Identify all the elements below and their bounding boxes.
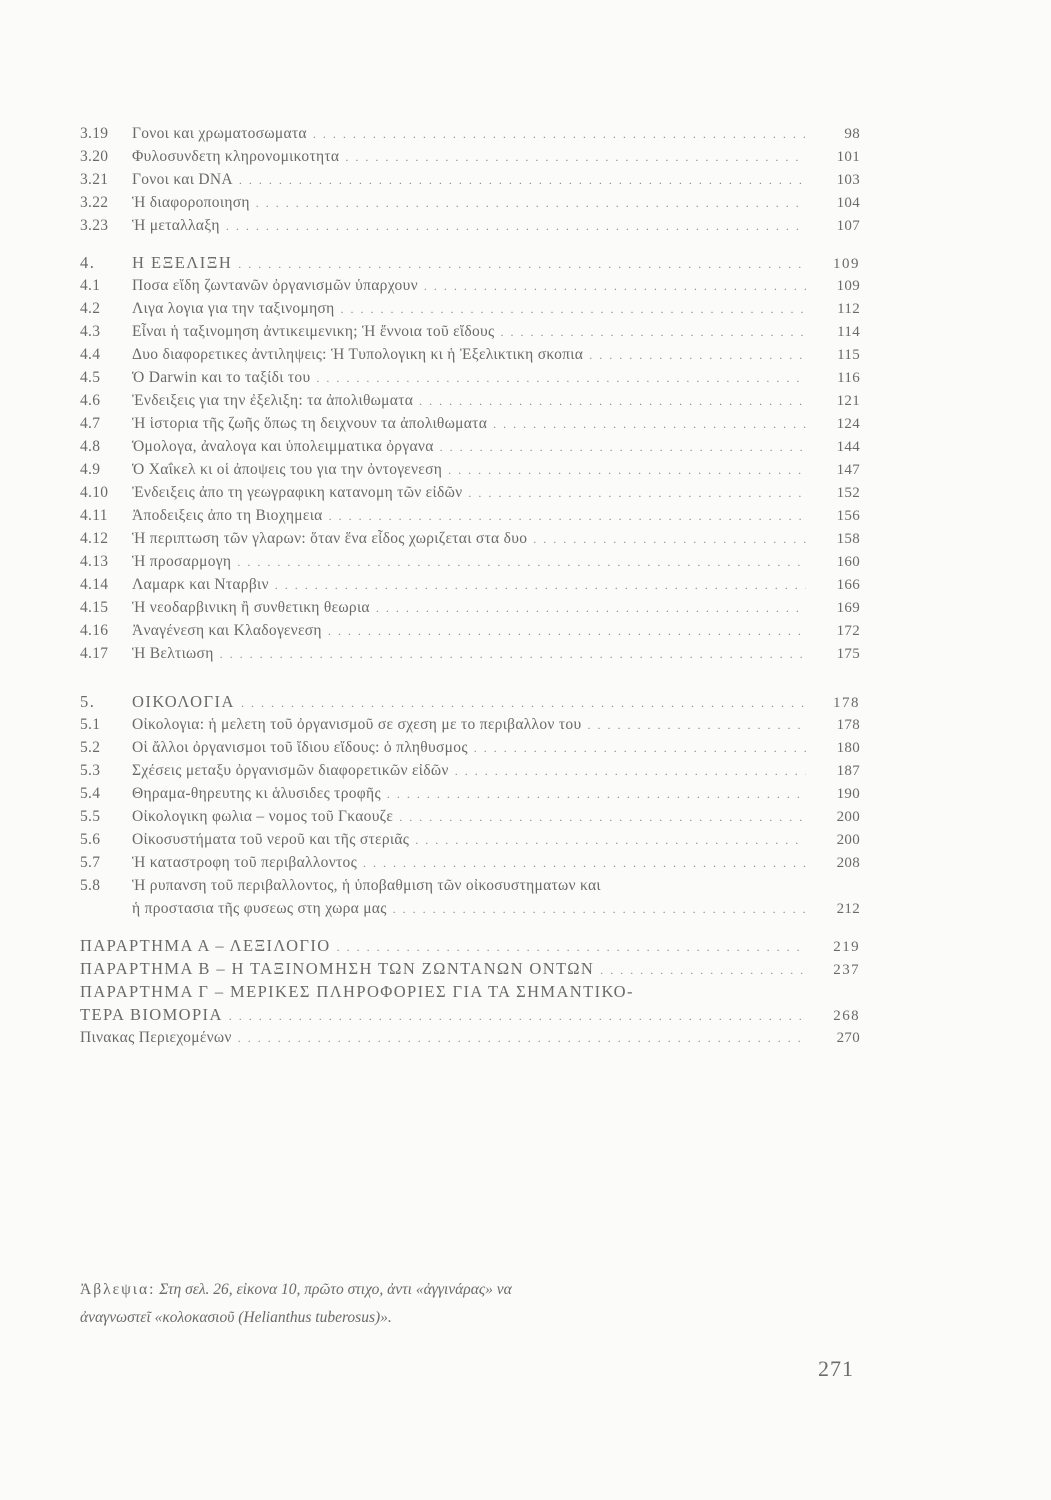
toc-entry <box>80 145 860 168</box>
dot-leader <box>589 344 806 367</box>
dot-leader <box>363 852 806 875</box>
toc-entry-title: ΠΑΡΑΡΤΗΜΑ Γ – ΜΕΡΙΚΕΣ ΠΛΗΡΟΦΟΡΙΕΣ ΓΙΑ ΤΑ ΣΗΜΑΝΤΙΚΟ- <box>80 980 640 1003</box>
toc-entry-number: 4.2 <box>80 300 101 317</box>
toc-entry-page: 237 <box>833 962 860 978</box>
page-number: 271 <box>818 1356 854 1381</box>
toc-entry-number: 4.5 <box>80 369 101 386</box>
toc-entry <box>80 274 860 297</box>
toc-entry-title: Ἡ μεταλλαξη <box>132 214 226 237</box>
toc-entry <box>80 713 860 736</box>
toc-entry-title: ΠΑΡΑΡΤΗΜΑ Α – ΛΕΞΙΛΟΓΙΟ <box>80 934 337 957</box>
dot-leader <box>229 1005 806 1028</box>
toc-entry-title: Ἡ Βελτιωση <box>132 642 220 665</box>
dot-leader <box>256 192 806 215</box>
toc-entry-number: 5.5 <box>80 808 101 825</box>
toc-entry-title: Εἶναι ἡ ταξινομηση ἀντικειμενικη; Ἡ ἔννοια τοῦ εἴδους <box>132 320 500 343</box>
toc-entry-number: 4.17 <box>80 645 109 662</box>
toc-entry <box>80 458 860 481</box>
dot-leader <box>533 528 806 551</box>
appendix-entry <box>80 1003 860 1026</box>
toc-entry <box>80 481 860 504</box>
toc-entry-page: 172 <box>836 623 860 639</box>
toc-entry-title: Ἐνδειξεις για την ἐξελιξη: τα ἀπολιθωματα <box>132 389 419 412</box>
toc-entry-title: Ἡ νεοδαρβινικη ἢ συνθετικη θεωρια <box>132 596 376 619</box>
toc-entry-page: 187 <box>836 763 860 779</box>
toc-entry-title: Ὁ Χαΐκελ κι οἱ ἀποψεις του για την ὀντογενεση <box>132 458 448 481</box>
toc-entry <box>80 320 860 343</box>
toc-entry-page: 178 <box>836 717 860 733</box>
table-of-contents <box>80 122 860 1049</box>
toc-entry-title: ΠΑΡΑΡΤΗΜΑ Β – Η ΤΑΞΙΝΟΜΗΣΗ ΤΩΝ ΖΩΝΤΑΝΩΝ ΟΝΤΩΝ <box>80 957 600 980</box>
toc-entry-title: Ἡ ρυπανση τοῦ περιβαλλοντος, ἡ ὑποβαθμιση τῶν οἰκοσυστηματων και <box>132 874 607 897</box>
toc-entry-number: 5.1 <box>80 716 101 733</box>
toc-entry-page: 175 <box>836 646 860 662</box>
toc-entry-number: 4.10 <box>80 484 109 501</box>
toc-entry-number: 4.9 <box>80 461 101 478</box>
toc-entry-page: 166 <box>836 577 860 593</box>
toc-entry <box>80 874 860 897</box>
toc-entry-page: 156 <box>836 508 860 524</box>
toc-entry-page: 180 <box>836 740 860 756</box>
toc-entry-title: ΤΕΡΑ ΒΙΟΜΟΡΙΑ <box>80 1003 229 1026</box>
toc-entry-number: 5.6 <box>80 831 101 848</box>
toc-entry-title: Ἀποδειξεις ἀπο τη Βιοχημεια <box>132 504 329 527</box>
dot-leader <box>474 737 806 760</box>
toc-entry-page: 152 <box>836 485 860 501</box>
errata-text-line-1: Στη σελ. 26, εἰκονα 10, πρῶτο στιχο, ἀντι «ἀγγινάρας» να <box>155 1281 512 1298</box>
dot-leader <box>220 643 806 666</box>
toc-entry <box>80 168 860 191</box>
dot-leader <box>328 620 806 643</box>
toc-entry <box>80 782 860 805</box>
appendix-entry <box>80 957 860 980</box>
dot-leader <box>237 551 806 574</box>
dot-leader <box>415 829 806 852</box>
toc-entry-title: Γονοι και DNA <box>132 168 239 191</box>
toc-entry-page: 270 <box>836 1030 860 1046</box>
toc-entry <box>80 504 860 527</box>
toc-entry <box>80 343 860 366</box>
toc-entry-title: Λαμαρκ και Νταρβιν <box>132 573 275 596</box>
toc-entry <box>80 297 860 320</box>
toc-entry-title: Ὁμολογα, ἀναλογα και ὑπολειμματικα ὀργανα <box>132 435 440 458</box>
toc-entry-number: 5.7 <box>80 854 101 871</box>
toc-entry <box>80 759 860 782</box>
toc-entry-number: 5.4 <box>80 785 101 802</box>
toc-entry-page: 268 <box>833 1008 860 1024</box>
toc-entry-page: 200 <box>836 832 860 848</box>
toc-entry-number: 3.19 <box>80 125 109 142</box>
toc-entry-number: 4.12 <box>80 530 109 547</box>
toc-entry-number: 4.13 <box>80 553 109 570</box>
toc-entry <box>80 805 860 828</box>
dot-leader <box>376 597 806 620</box>
toc-entry-number: 5.2 <box>80 739 101 756</box>
toc-entry-page: 178 <box>833 695 860 711</box>
toc-entry-number: 3.21 <box>80 171 109 188</box>
toc-entry-page: 104 <box>836 195 860 211</box>
dot-leader <box>239 169 806 192</box>
toc-entry-number: 5. <box>80 692 96 711</box>
toc-entry <box>80 828 860 851</box>
toc-entry <box>80 596 860 619</box>
appendix-entry <box>80 980 860 1003</box>
toc-entry-page: 121 <box>836 393 860 409</box>
toc-entry-number: 4.7 <box>80 415 101 432</box>
dot-leader <box>493 413 806 436</box>
toc-entry-title: Πινακας Περιεχομένων <box>80 1026 238 1049</box>
toc-entry-number: 4.8 <box>80 438 101 455</box>
toc-entry <box>80 435 860 458</box>
toc-entry-title: Ὁ Darwin και το ταξίδι του <box>132 366 316 389</box>
toc-entry-page: 190 <box>836 786 860 802</box>
dot-leader <box>393 898 806 921</box>
toc-entry-title: Ἡ διαφοροποιηση <box>132 191 256 214</box>
dot-leader <box>600 959 806 982</box>
toc-entry-page: 200 <box>836 809 860 825</box>
dot-leader <box>448 459 806 482</box>
toc-entry-title: ΟΙΚΟΛΟΓΙΑ <box>132 690 241 713</box>
toc-entry-page: 116 <box>837 370 860 386</box>
toc-entry-page: 109 <box>833 256 860 272</box>
dot-leader <box>399 806 806 829</box>
toc-entry-number: 4.15 <box>80 599 109 616</box>
toc-entry <box>80 642 860 665</box>
toc-entry-page: 109 <box>836 278 860 294</box>
toc-entry-page: 114 <box>837 324 860 340</box>
toc-entry-number: 4.11 <box>80 507 108 524</box>
dot-leader <box>241 692 806 715</box>
toc-entry-number: 4. <box>80 253 96 272</box>
toc-entry <box>80 191 860 214</box>
toc-entry-page: 98 <box>844 126 860 142</box>
toc-entry-page: 158 <box>836 531 860 547</box>
toc-entry-title: Οἰκοσυστήματα τοῦ νεροῦ και τῆς στεριᾶς <box>132 828 415 851</box>
toc-entry-number: 3.20 <box>80 148 109 165</box>
toc-entry-title: Οἰκολογικη φωλια – νομος τοῦ Γκαουζε <box>132 805 399 828</box>
toc-entry-page: 169 <box>836 600 860 616</box>
errata-text-line-2: ἀναγνωστεῖ «κολοκασιοῦ (Helianthus tuberosus)». <box>80 1309 392 1326</box>
toc-entry-title: Ποσα εἴδη ζωντανῶν ὀργανισμῶν ὑπαρχουν <box>132 274 424 297</box>
dot-leader <box>329 505 806 528</box>
dot-leader <box>419 390 806 413</box>
toc-entry-number: 4.4 <box>80 346 101 363</box>
appendix-entry <box>80 934 860 957</box>
toc-entry <box>80 366 860 389</box>
toc-entry-title: Σχέσεις μεταξυ ὀργανισμῶν διαφορετικῶν εἰδῶν <box>132 759 455 782</box>
dot-leader <box>387 783 806 806</box>
dot-leader <box>341 298 806 321</box>
dot-leader <box>238 253 806 276</box>
toc-entry-title: Ἀναγένεση και Κλαδογενεση <box>132 619 328 642</box>
dot-leader <box>275 574 806 597</box>
dot-leader <box>424 275 806 298</box>
toc-entry-title: Γονοι και χρωματοσωματα <box>132 122 313 145</box>
chapter-heading <box>80 690 860 713</box>
toc-entry <box>80 573 860 596</box>
toc-entry-page: 208 <box>836 855 860 871</box>
toc-entry-page: 147 <box>836 462 860 478</box>
toc-entry <box>80 851 860 874</box>
dot-leader <box>345 146 806 169</box>
toc-entry <box>80 389 860 412</box>
toc-entry <box>80 736 860 759</box>
toc-entry-number: 4.1 <box>80 277 101 294</box>
toc-entry-title: Φυλοσυνδετη κληρονομικοτητα <box>132 145 345 168</box>
toc-entry-page: 103 <box>836 172 860 188</box>
toc-entry-page: 144 <box>836 439 860 455</box>
toc-entry <box>80 214 860 237</box>
toc-entry <box>80 619 860 642</box>
toc-entry-page: 219 <box>833 939 860 955</box>
toc-entry-number: 4.6 <box>80 392 101 409</box>
appendix-entry <box>80 1026 860 1049</box>
toc-entry-title: Η ΕΞΕΛΙΞΗ <box>132 251 238 274</box>
toc-entry <box>80 550 860 573</box>
toc-entry-title: Ἡ ἱστορια τῆς ζωῆς ὅπως τη δειχνουν τα ἀπολιθωματα <box>132 412 493 435</box>
toc-entry-page: 160 <box>836 554 860 570</box>
toc-entry-title: Θηραμα-θηρευτης κι ἁλυσιδες τροφῆς <box>132 782 387 805</box>
toc-entry-page: 112 <box>837 301 860 317</box>
toc-entry <box>80 412 860 435</box>
toc-entry-number: 4.3 <box>80 323 101 340</box>
toc-entry-title: Οἰκολογια: ἡ μελετη τοῦ ὀργανισμοῦ σε σχεση με το περιβαλλον του <box>132 713 587 736</box>
toc-entry <box>80 897 860 920</box>
toc-entry-number: 4.16 <box>80 622 109 639</box>
toc-entry-page: 107 <box>836 218 860 234</box>
toc-entry-title: ἡ προστασια τῆς φυσεως στη χωρα μας <box>132 897 393 920</box>
dot-leader <box>500 321 806 344</box>
toc-entry-title: Λιγα λογια για την ταξινομηση <box>132 297 341 320</box>
toc-entry-page: 115 <box>837 347 860 363</box>
dot-leader <box>238 1027 806 1050</box>
toc-entry-number: 3.23 <box>80 217 109 234</box>
dot-leader <box>316 367 806 390</box>
dot-leader <box>337 936 806 959</box>
dot-leader <box>226 215 806 238</box>
toc-entry-title: Ἡ περιπτωση τῶν γλαρων: ὅταν ἕνα εἶδος χωριζεται στα δυο <box>132 527 533 550</box>
chapter-heading <box>80 251 860 274</box>
toc-entry-page: 101 <box>836 149 860 165</box>
dot-leader <box>440 436 806 459</box>
toc-entry-number: 5.8 <box>80 877 101 894</box>
dot-leader <box>455 760 806 783</box>
toc-entry-title: Ἐνδειξεις ἀπο τη γεωγραφικη κατανομη τῶν εἰδῶν <box>132 481 468 504</box>
dot-leader <box>468 482 806 505</box>
toc-entry-page: 124 <box>836 416 860 432</box>
errata-note <box>80 1276 840 1332</box>
toc-entry-title: Δυο διαφορετικες ἀντιληψεις: Ἡ Τυπολογικη κι ἡ Ἐξελικτικη σκοπια <box>132 343 589 366</box>
toc-entry-number: 4.14 <box>80 576 109 593</box>
toc-entry <box>80 122 860 145</box>
toc-entry-title: Ἡ προσαρμογη <box>132 550 237 573</box>
toc-entry-number: 3.22 <box>80 194 109 211</box>
toc-entry-number: 5.3 <box>80 762 101 779</box>
dot-leader <box>587 714 806 737</box>
toc-entry <box>80 527 860 550</box>
toc-entry-title: Οἱ ἄλλοι ὀργανισμοι τοῦ ἴδιου εἴδους: ὁ πληθυσμος <box>132 736 474 759</box>
errata-lead: Ἀβλεψια: <box>80 1281 156 1298</box>
dot-leader <box>313 123 806 146</box>
toc-entry-page: 212 <box>836 901 860 917</box>
toc-entry-title: Ἡ καταστροφη τοῦ περιβαλλοντος <box>132 851 363 874</box>
